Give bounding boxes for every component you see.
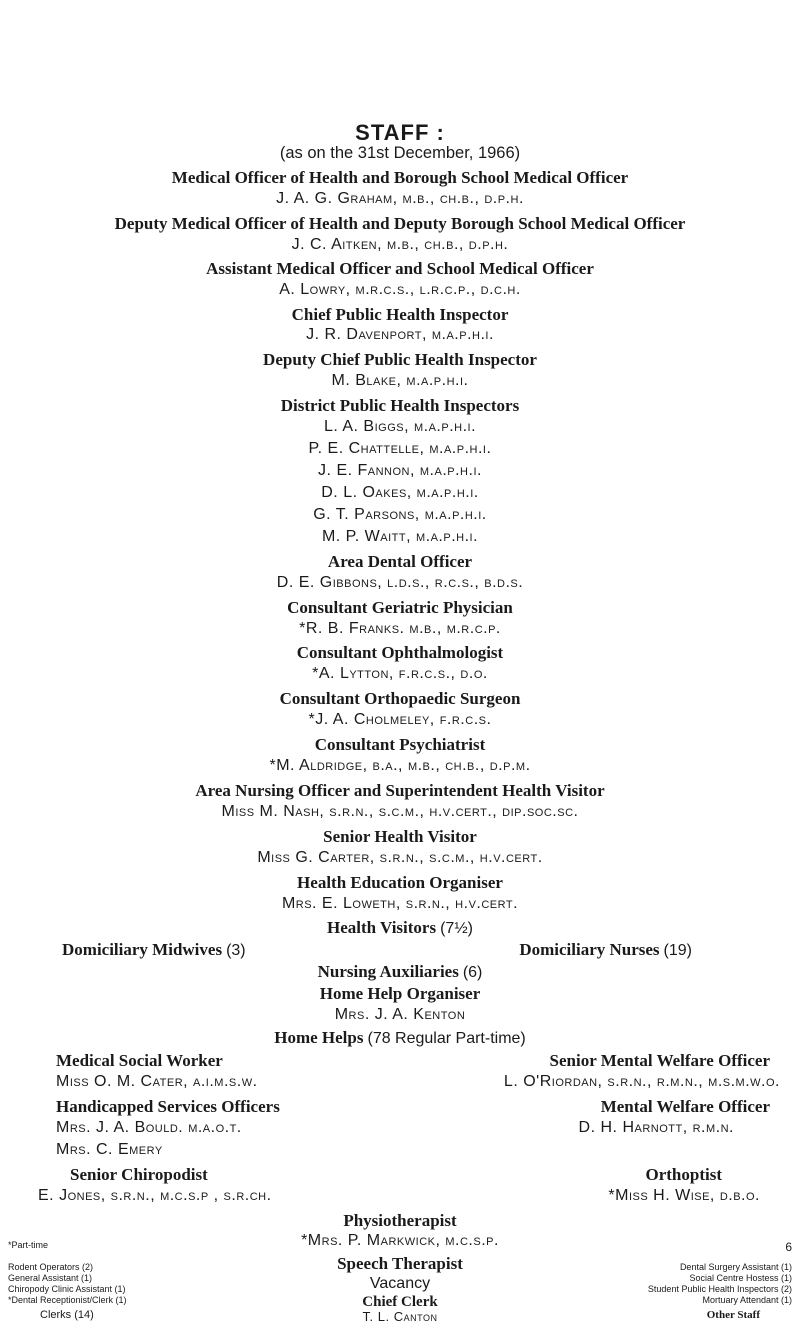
hv-heading: Health Visitors: [327, 918, 437, 937]
shv-name: Miss G. Carter, s.r.n., s.c.m., h.v.cert.: [257, 849, 543, 866]
page-number: 6: [785, 1240, 792, 1254]
co-name: *A. Lytton, f.r.c.s., d.o.: [312, 665, 488, 682]
cc-name: T. L. Canton: [362, 1309, 438, 1324]
page-subtitle: (as on the 31st December, 1966): [279, 144, 521, 162]
other-staff-left: Rodent Operators (2): [8, 1262, 94, 1272]
cc-heading: Chief Clerk: [362, 1294, 438, 1310]
nursing-auxiliaries-line: [0, 962, 800, 982]
sc-heading: Senior Chiropodist: [70, 1165, 208, 1184]
cos-heading: Consultant Orthopaedic Surgeon: [279, 689, 521, 708]
heo-heading: Health Education Organiser: [297, 873, 503, 892]
other-staff-right: Mortuary Attendant (1): [702, 1295, 792, 1305]
dphi-name: M. P. Waitt, m.a.p.h.i.: [321, 528, 479, 545]
ano-name: Miss M. Nash, s.r.n., s.c.m., h.v.cert., dip.soc.sc.: [221, 803, 579, 820]
other-staff-left: *Dental Receptionist/Clerk (1): [8, 1295, 127, 1305]
other-staff-left: General Assistant (1): [8, 1273, 93, 1283]
other-staff-right: Social Centre Hostess (1): [689, 1273, 792, 1283]
co-heading: Consultant Ophthalmologist: [296, 643, 504, 662]
cp-name: *M. Aldridge, b.a., m.b., ch.b., d.p.m.: [269, 757, 531, 774]
msw-heading: Medical Social Worker: [56, 1051, 223, 1070]
smwo-heading: Senior Mental Welfare Officer: [549, 1051, 770, 1070]
phys-name: *Mrs. P. Markwick, m.c.s.p.: [301, 1232, 499, 1249]
mwo-heading: Mental Welfare Officer: [600, 1097, 770, 1116]
cgp-name: *R. B. Franks. m.b., m.r.c.p.: [299, 620, 501, 637]
home-helps-line: [0, 1028, 800, 1048]
hso-name: Mrs. J. A. Bould. m.a.o.t.: [56, 1119, 242, 1136]
other-staff-left: Chiropody Clinic Assistant (1): [8, 1284, 126, 1294]
clerks-count: Clerks (14): [40, 1309, 94, 1321]
other-staff-right: Dental Surgery Assistant (1): [679, 1262, 792, 1272]
ado-name: D. E. Gibbons, l.d.s., r.c.s., b.d.s.: [276, 574, 524, 591]
heo-name: Mrs. E. Loweth, s.r.n., h.v.cert.: [281, 895, 519, 912]
hso-name: Mrs. C. Emery: [56, 1141, 163, 1158]
orth-heading: Orthoptist: [645, 1165, 722, 1184]
footnote: *Part-time: [8, 1240, 49, 1250]
orth-name: *Miss H. Wise, d.b.o.: [608, 1187, 760, 1204]
mwo-name: D. H. Harnott, r.m.n.: [578, 1119, 734, 1136]
sc-name: E. Jones, s.r.n., m.c.s.p , s.r.ch.: [38, 1187, 272, 1204]
cphi-heading: Chief Public Health Inspector: [291, 305, 509, 324]
phys-heading: Physiotherapist: [343, 1211, 457, 1230]
hh-heading: Home Helps: [274, 1028, 364, 1047]
cphi-name: J. R. Davenport, m.a.p.h.i.: [306, 326, 494, 343]
dm-heading: Domiciliary Midwives: [62, 940, 223, 959]
other-staff-heading: Other Staff: [706, 1309, 760, 1321]
dphi-name: L. A. Biggs, m.a.p.h.i.: [323, 418, 477, 435]
na-count: (6): [462, 964, 483, 981]
hh-count: (78 Regular Part-time): [367, 1030, 526, 1047]
dmoh-name: J. C. Aitken, m.b., ch.b., d.p.h.: [291, 236, 509, 253]
dcphi-heading: Deputy Chief Public Health Inspector: [263, 350, 537, 369]
hv-count: (7½): [440, 920, 473, 937]
midwives-line: [62, 940, 246, 960]
dphi-name: P. E. Chattelle, m.a.p.h.i.: [308, 440, 492, 457]
na-heading: Nursing Auxiliaries: [317, 962, 459, 981]
hso-heading: Handicapped Services Officers: [56, 1097, 280, 1116]
dcphi-name: M. Blake, m.a.p.h.i.: [331, 372, 469, 389]
dphi-name: D. L. Oakes, m.a.p.h.i.: [321, 484, 479, 501]
st-heading: Speech Therapist: [337, 1254, 463, 1273]
moh-heading: Medical Officer of Health and Borough School Medical Officer: [171, 168, 629, 187]
dphi-name: J. E. Fannon, m.a.p.h.i.: [318, 462, 482, 479]
page-title: STAFF :: [355, 120, 445, 145]
ano-heading: Area Nursing Officer and Superintendent Health Visitor: [195, 781, 605, 800]
ado-heading: Area Dental Officer: [327, 552, 473, 571]
dmoh-heading: Deputy Medical Officer of Health and Deputy Borough School Medical Officer: [114, 214, 686, 233]
cp-heading: Consultant Psychiatrist: [314, 735, 486, 754]
dn-count: (19): [663, 942, 692, 959]
nurses-line: [519, 940, 692, 960]
st-name: Vacancy: [369, 1275, 431, 1292]
dphi-name: G. T. Parsons, m.a.p.h.i.: [313, 506, 487, 523]
dn-heading: Domiciliary Nurses: [519, 940, 660, 959]
amo-name: A. Lowry, m.r.c.s., l.r.c.p., d.c.h.: [279, 281, 521, 298]
amo-heading: Assistant Medical Officer and School Medical Officer: [206, 259, 594, 278]
cgp-heading: Consultant Geriatric Physician: [287, 598, 513, 617]
cos-name: *J. A. Cholmeley, f.r.c.s.: [308, 711, 492, 728]
health-visitors-line: [0, 918, 800, 938]
smwo-name: L. O'Riordan, s.r.n., r.m.n., m.s.m.w.o.: [503, 1073, 780, 1090]
other-staff-right: Student Public Health Inspectors (2): [647, 1284, 792, 1294]
moh-name: J. A. G. Graham, m.b., ch.b., d.p.h.: [276, 190, 524, 207]
dphi-heading: District Public Health Inspectors: [280, 396, 520, 415]
dm-count: (3): [226, 942, 246, 959]
hho-heading: Home Help Organiser: [319, 984, 481, 1003]
msw-name: Miss O. M. Cater, a.i.m.s.w.: [56, 1073, 258, 1090]
shv-heading: Senior Health Visitor: [323, 827, 477, 846]
hho-name: Mrs. J. A. Kenton: [334, 1006, 466, 1023]
